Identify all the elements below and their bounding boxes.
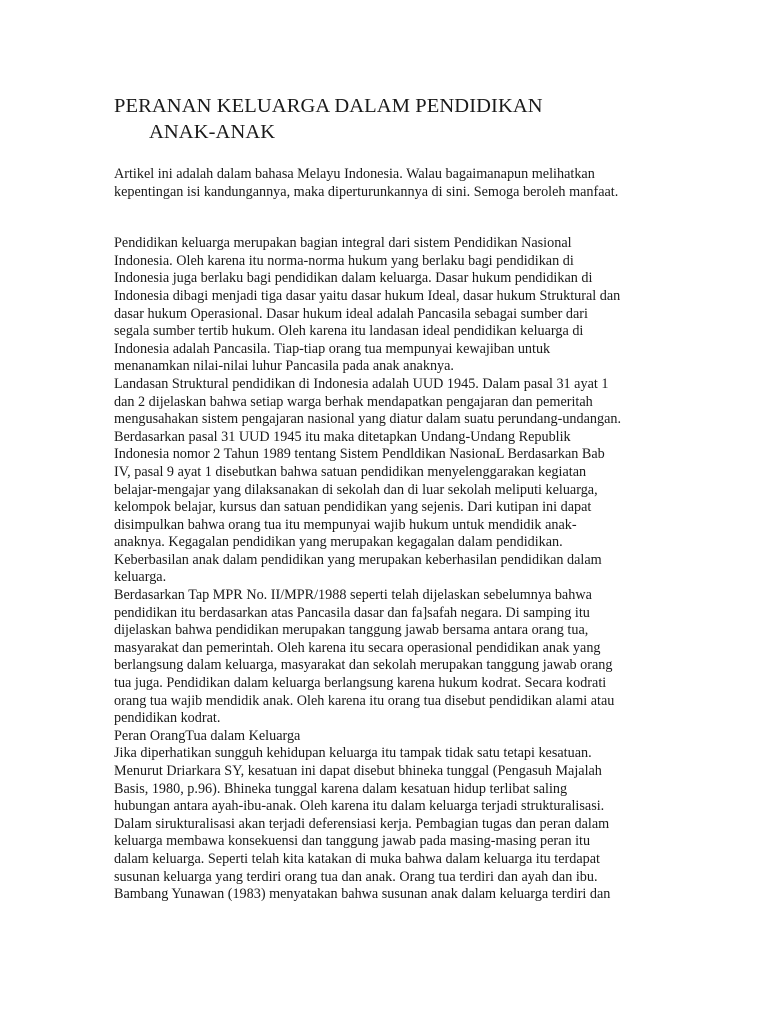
body-line: Basis, 1980, p.96). Bhineka tunggal karena dalam kesatuan hidup terlibat saling — [114, 780, 568, 797]
document-title — [114, 93, 654, 145]
body-line: Keberbasilan anak dalam pendidikan yang merupakan keberhasilan pendidikan dalam — [114, 551, 602, 568]
document-page — [114, 93, 654, 904]
title-line-2: ANAK-ANAK — [149, 121, 276, 143]
body-line: tua juga. Pendidikan dalam keluarga berlangsung karena hukum kodrat. Secara kodrati — [114, 675, 607, 692]
body-line: masyarakat dan pemerintah. Oleh karena itu secara operasional pendidikan anak yang — [114, 639, 601, 656]
body-line: Berdasarkan pasal 31 UUD 1945 itu maka ditetapkan Undang-Undang Republik — [114, 428, 571, 445]
body-line: Berdasarkan Tap MPR No. II/MPR/1988 seperti telah dijelaskan sebelumnya bahwa — [114, 587, 592, 604]
body-line: Landasan Struktural pendidikan di Indonesia adalah UUD 1945. Dalam pasal 31 ayat 1 — [114, 375, 609, 392]
body-line: IV, pasal 9 ayat 1 disebutkan bahwa satuan pendidikan menyelenggarakan kegiatan — [114, 463, 587, 480]
body-line: Bambang Yunawan (1983) menyatakan bahwa susunan anak dalam keluarga terdiri dan — [114, 886, 611, 903]
body-line: Indonesia juga berlaku bagi pendidikan dalam keluarga. Dasar hukum pendidikan di — [114, 270, 593, 287]
body-line: dasar hukum Operasional. Dasar hukum ideal adalah Pancasila sebagai sumber dari — [114, 305, 588, 322]
article-body — [114, 235, 654, 904]
body-line: dalam keluarga. Seperti telah kita katakan di muka bahwa dalam keluarga itu terdapat — [114, 850, 600, 867]
body-line: Indonesia adalah Pancasila. Tiap-tiap orang tua mempunyai kewajiban untuk — [114, 340, 551, 357]
body-line: pendidikan itu berdasarkan atas Pancasila dasar dan fa]safah negara. Di samping itu — [114, 604, 590, 621]
body-line: dijelaskan bahwa pendidikan merupakan tanggung jawab bersama antara orang tua, — [114, 622, 589, 639]
intro-paragraph — [114, 166, 654, 201]
body-line: Menurut Driarkara SY, kesatuan ini dapat disebut bhineka tunggal (Pengasuh Majalah — [114, 763, 602, 779]
body-line: orang tua wajib mendidik anak. Oleh karena itu orang tua disebut pendidikan alami atau — [114, 692, 615, 709]
body-line: pendidikan kodrat. — [114, 710, 221, 727]
body-line: Peran OrangTua dalam Keluarga — [114, 727, 301, 744]
body-line: Indonesia nomor 2 Tahun 1989 tentang Sistem Pendldikan NasionaL Berdasarkan Bab — [114, 446, 605, 463]
body-line: segala sumber tertib hukum. Oleh karena itu landasan ideal pendidikan keluarga di — [114, 323, 584, 340]
body-line: anaknya. Kegagalan pendidikan yang merupakan kegagalan dalam pendidikan. — [114, 534, 563, 551]
body-line: Jika diperhatikan sungguh kehidupan keluarga itu tampak tidak satu tetapi kesatuan. — [114, 745, 592, 762]
body-line: menanamkan nilai-nilai luhur Pancasila pada anak anaknya. — [114, 358, 454, 375]
body-line: disimpulkan bahwa orang tua itu mempunyai wajib hukum untuk mendidik anak- — [114, 516, 577, 533]
body-line: keluarga. — [114, 569, 167, 586]
body-line: belajar-mengajar yang dilaksanakan di sekolah dan di luar sekolah meliputi keluarga, — [114, 481, 598, 498]
body-line: dan 2 dijelaskan bahwa setiap warga berhak mendapatkan pengajaran dan pemeritah — [114, 393, 593, 410]
body-line: berlangsung dalam keluarga, masyarakat dan sekolah merupakan tanggung jawab orang — [114, 657, 613, 674]
intro-line: kepentingan isi kandungannya, maka diperturunkannya di sini. Semoga beroleh manfaat. — [114, 183, 619, 200]
body-line: hubungan antara ayah-ibu-anak. Oleh karena itu dalam keluarga terjadi strukturalisasi. — [114, 798, 605, 815]
body-line: Indonesia dibagi menjadi tiga dasar yaitu dasar hukum Ideal, dasar hukum Struktural dan — [114, 287, 621, 304]
body-line: Indonesia. Oleh karena itu norma-norma hukum yang berlaku bagi pendidikan di — [114, 252, 574, 269]
body-line: keluarga membawa konsekuensi dan tanggung jawab pada masing-masing peran itu — [114, 833, 591, 850]
body-line: Dalam sirukturalisasi akan terjadi deferensiasi kerja. Pembagian tugas dan peran dalam — [114, 815, 610, 832]
body-line: Pendidikan keluarga merupakan bagian integral dari sistem Pendidikan Nasional — [114, 235, 572, 252]
body-line: mengusahakan sistem pengajaran nasional yang diatur dalam suatu perundang-undangan. — [114, 411, 622, 428]
intro-line: Artikel ini adalah dalam bahasa Melayu Indonesia. Walau bagaimanapun melihatkan — [114, 166, 595, 182]
body-line: susunan keluarga yang terdiri orang tua dan anak. Orang tua terdiri dan ayah dan ibu. — [114, 868, 598, 885]
title-line-1: PERANAN KELUARGA DALAM PENDIDIKAN — [114, 95, 543, 117]
body-line: kelompok belajar, kursus dan satuan pendidikan yang sejenis. Dari kutipan ini dapat — [114, 499, 592, 516]
